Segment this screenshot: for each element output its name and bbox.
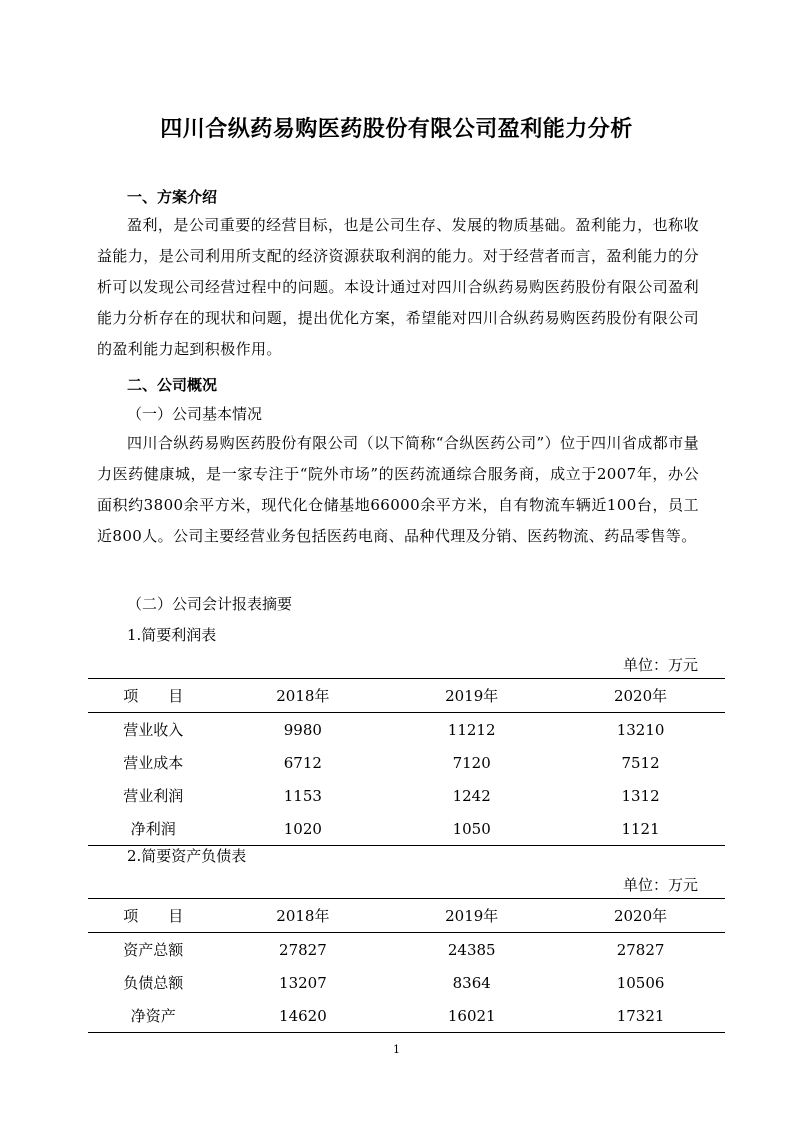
cell-value: 8364 (452, 973, 491, 992)
cell-value: 1121 (556, 812, 725, 846)
cell-value: 1153 (283, 786, 322, 805)
header-cell-item: 项 目 (88, 899, 218, 933)
table-row (88, 779, 725, 812)
cell-value: 1050 (387, 812, 556, 846)
subsection-heading-basic-info: （一）公司基本情况 (127, 405, 263, 423)
table-row (88, 933, 725, 967)
intro-paragraph: 盈利，是公司重要的经营目标，也是公司生存、发展的物质基础。盈利能力，也称收益能力，是公司利用所支配的经济资源获取利润的能力。对于经营者而言，盈利能力的分析可以发现公司经营过程中的问题。本设计通过对四川合纵药易购医药股份有限公司盈利能力分析存在的现状和问题，提出优化方案，希望能对四川合纵药易购医药股份有限公司的盈利能力起到积极作用。 (97, 216, 699, 358)
cell-value: 7120 (452, 753, 491, 772)
income-table-caption: 1.简要利润表 (127, 626, 217, 644)
row-label: 营业成本 (123, 754, 184, 772)
header-cell-2020: 2020年 (556, 679, 725, 713)
cell-value: 9980 (283, 720, 322, 739)
cell-value: 10506 (616, 973, 665, 992)
section-1-body (97, 210, 699, 365)
header-cell-2019: 2019年 (387, 899, 556, 933)
balance-table-caption: 2.简要资产负债表 (127, 847, 247, 865)
cell-value: 16021 (387, 999, 556, 1033)
cell-value: 1020 (219, 812, 388, 846)
header-cell-2018: 2018年 (218, 899, 387, 933)
row-label: 净利润 (88, 812, 219, 846)
cell-value: 6712 (283, 753, 322, 772)
cell-value: 7512 (621, 753, 660, 772)
section-heading-2: 二、公司概况 (127, 376, 218, 394)
cell-value: 14620 (218, 999, 387, 1033)
cell-value: 1242 (452, 786, 491, 805)
table-row (88, 812, 725, 846)
cell-value: 11212 (447, 720, 496, 739)
cell-value: 17321 (556, 999, 725, 1033)
row-label: 负债总额 (123, 974, 184, 992)
header-cell-2019: 2019年 (387, 679, 556, 713)
table-row (88, 713, 725, 747)
section-heading-1: 一、方案介绍 (127, 188, 218, 206)
page-number: 1 (393, 1043, 400, 1056)
income-statement-table (88, 678, 725, 846)
header-cell-2020: 2020年 (556, 899, 725, 933)
income-table-unit: 单位：万元 (622, 656, 698, 674)
balance-sheet-table (88, 898, 725, 1033)
table-row (88, 966, 725, 999)
header-cell-2018: 2018年 (219, 679, 388, 713)
cell-value: 24385 (447, 940, 496, 959)
row-label: 资产总额 (123, 941, 184, 959)
row-label: 营业利润 (123, 787, 184, 805)
table-row (88, 746, 725, 779)
cell-value: 1312 (621, 786, 660, 805)
subsection-heading-reports: （二）公司会计报表摘要 (127, 595, 293, 613)
cell-value: 13207 (279, 973, 327, 992)
table-header-row (88, 679, 725, 713)
header-cell-item: 项 目 (88, 679, 219, 713)
company-overview-paragraph: 四川合纵药易购医药股份有限公司（以下简称“合纵医药公司”）位于四川省成都市量力医药健康城，是一家专注于“院外市场”的医药流通综合服务商，成立于2007年，办公面积约3800余平方米，现代化仓储基地66000余平方米，自有物流车辆近100台，员工近800人。公司主要经营业务包括医药电商、品种代理及分销、医药物流、药品零售等。 (97, 434, 699, 545)
balance-table-unit: 单位：万元 (622, 876, 698, 894)
cell-value: 27827 (616, 940, 665, 959)
table-header-row (88, 899, 725, 933)
row-label: 营业收入 (123, 721, 184, 739)
cell-value: 27827 (279, 940, 327, 959)
section-2-body (97, 428, 699, 552)
row-label: 净资产 (88, 999, 218, 1033)
table-row (88, 999, 725, 1033)
cell-value: 13210 (616, 720, 665, 739)
document-title: 四川合纵药易购医药股份有限公司盈利能力分析 (160, 117, 633, 142)
